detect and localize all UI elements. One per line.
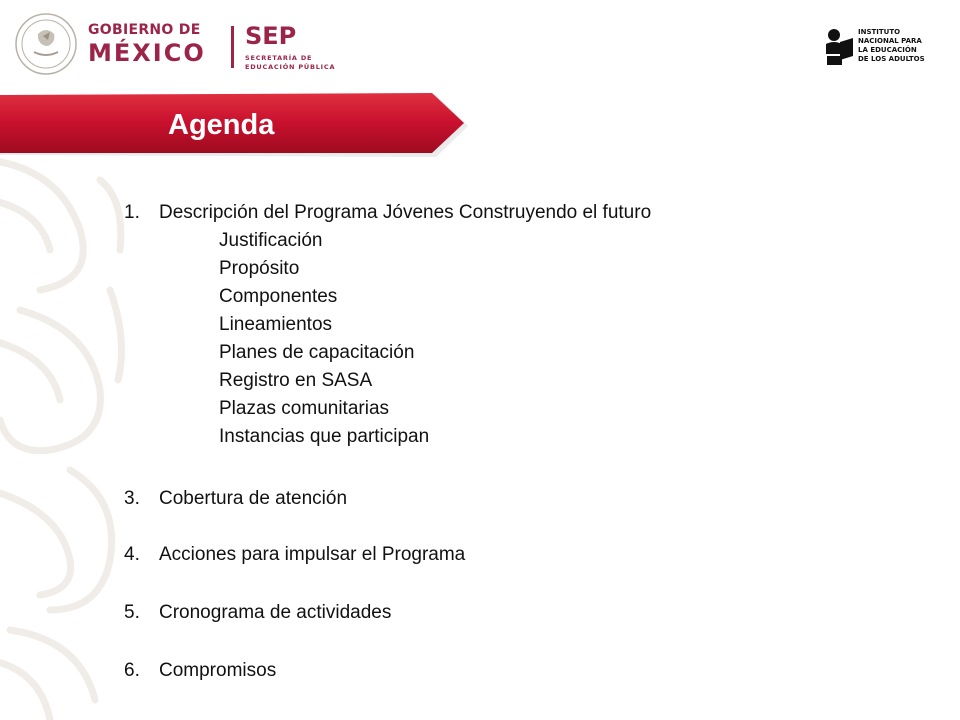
- sep-label: SEP: [245, 22, 297, 50]
- inea-line: DE LOS ADULTOS: [858, 55, 925, 63]
- sub-item-text: Instancias que participan: [219, 426, 430, 447]
- gobierno-line2: MÉXICO: [88, 39, 206, 67]
- sub-item-text: Propósito: [219, 258, 300, 279]
- sep-subtitle-line2: EDUCACIÓN PÚBLICA: [245, 63, 336, 71]
- sub-item-text: Plazas comunitarias: [219, 398, 390, 419]
- sub-item-text: Registro en SASA: [219, 370, 373, 391]
- item-text: Acciones para impulsar el Programa: [159, 544, 466, 565]
- sub-item-text: Planes de capacitación: [219, 342, 415, 363]
- item-text: Cobertura de atención: [159, 488, 348, 509]
- item-number: 3.: [124, 488, 140, 509]
- item-number: 5.: [124, 602, 140, 623]
- item-text: Compromisos: [159, 660, 277, 681]
- item-text: Cronograma de actividades: [159, 602, 392, 623]
- page-title: Agenda: [168, 109, 275, 141]
- sub-item-text: Justificación: [219, 230, 323, 251]
- inea-line: NACIONAL PARA: [858, 37, 922, 45]
- inea-line: LA EDUCACIÓN: [858, 46, 917, 54]
- item-number: 4.: [124, 544, 140, 565]
- sub-item-text: Lineamientos: [219, 314, 333, 335]
- inea-line: INSTITUTO: [858, 28, 901, 36]
- gobierno-line1: GOBIERNO DE: [88, 22, 201, 38]
- sep-subtitle-line1: SECRETARÍA DE: [245, 54, 313, 62]
- item-number: 6.: [124, 660, 140, 681]
- item-number: 1.: [124, 202, 140, 223]
- item-text: Descripción del Programa Jóvenes Construyendo el futuro: [159, 202, 652, 223]
- sub-item-text: Componentes: [219, 286, 338, 307]
